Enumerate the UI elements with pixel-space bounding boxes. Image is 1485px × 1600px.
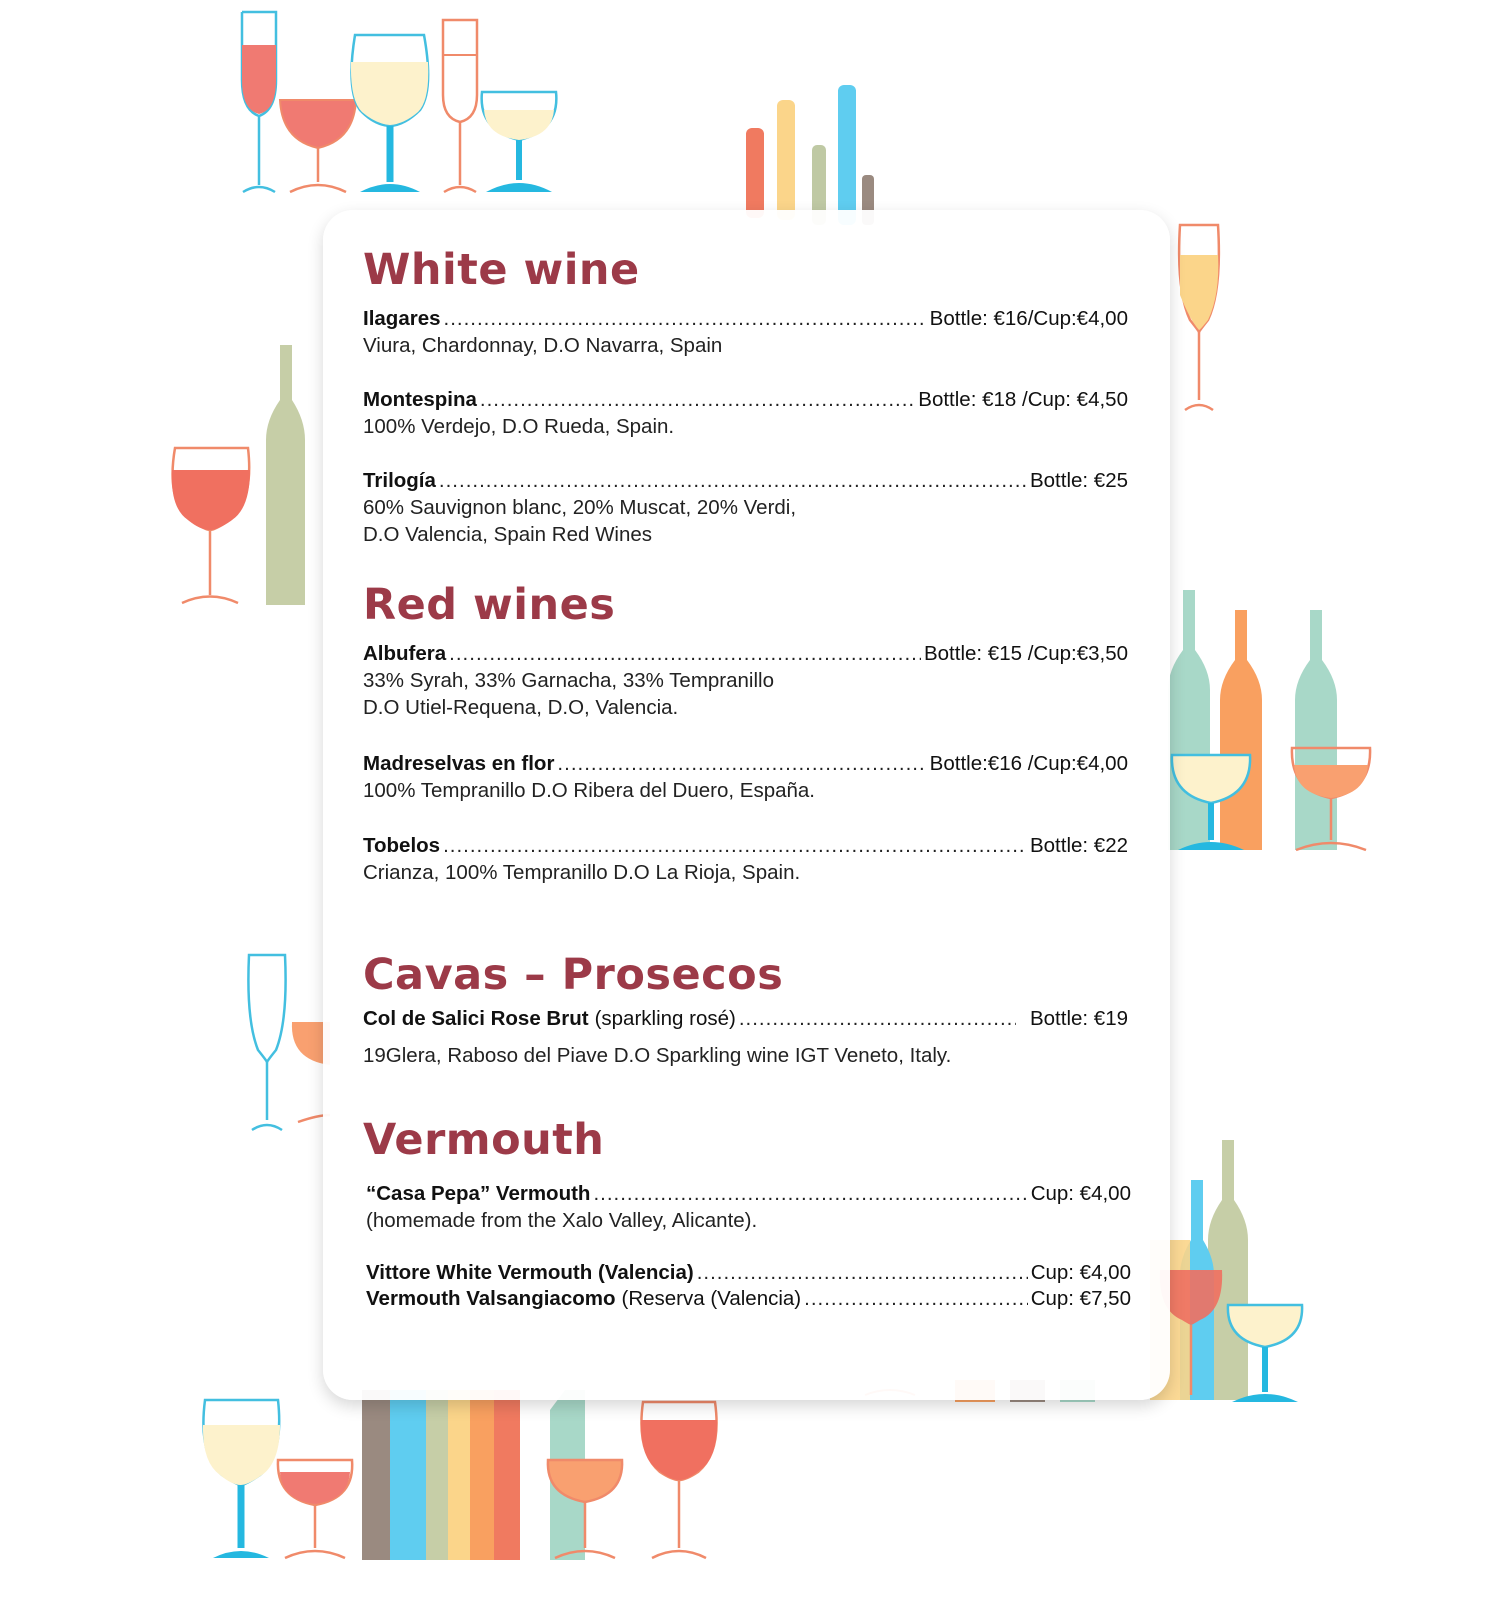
section-title-red-wines: Red wines bbox=[363, 580, 616, 630]
menu-item-tobelos bbox=[363, 832, 1128, 886]
flute-glass-icon bbox=[1179, 225, 1219, 410]
wine-price: Bottle: €22 bbox=[1029, 834, 1128, 857]
dot-leader bbox=[443, 832, 1027, 859]
wine-note: (sparkling rosé) bbox=[594, 1007, 736, 1030]
wine-price: Bottle: €18 /Cup: €4,50 bbox=[918, 388, 1128, 411]
wine-name: Tobelos bbox=[363, 834, 441, 857]
vermouth-name: Vermouth Valsangiacomo bbox=[366, 1287, 616, 1310]
menu-card bbox=[323, 210, 1170, 1400]
wine-price: Bottle:€16 /Cup:€4,00 bbox=[929, 752, 1128, 775]
wine-description: 19Glera, Raboso del Piave D.O Sparkling wine IGT Veneto, Italy. bbox=[363, 1044, 952, 1067]
wine-price: Bottle: €19 bbox=[1029, 1007, 1128, 1030]
wine-description: 33% Syrah, 33% Garnacha, 33% Tempranillo bbox=[363, 669, 774, 692]
dot-leader bbox=[444, 305, 927, 332]
menu-item-madreselvas bbox=[363, 750, 1128, 804]
wine-name: Ilagares bbox=[363, 307, 441, 330]
vermouth-name: “Casa Pepa” Vermouth bbox=[366, 1182, 591, 1205]
vermouth-price: Cup: €7,50 bbox=[1030, 1287, 1131, 1310]
dot-leader bbox=[480, 386, 915, 413]
bottles-icon bbox=[1168, 590, 1337, 850]
dot-leader bbox=[804, 1285, 1028, 1312]
menu-item-trilogia bbox=[363, 467, 1128, 548]
dot-leader bbox=[439, 467, 1027, 494]
bottles-icon bbox=[746, 85, 874, 225]
wine-glass-icon bbox=[351, 35, 428, 192]
vermouth-price: Cup: €4,00 bbox=[1030, 1261, 1131, 1284]
wine-name: Montespina bbox=[363, 388, 477, 411]
wine-description: D.O Utiel-Requena, D.O, Valencia. bbox=[363, 696, 679, 719]
vermouth-description: (homemade from the Xalo Valley, Alicante). bbox=[366, 1209, 758, 1232]
vermouth-price: Cup: €4,00 bbox=[1030, 1182, 1131, 1205]
wine-glass-icon bbox=[172, 448, 250, 603]
wine-description: 100% Verdejo, D.O Rueda, Spain. bbox=[363, 415, 675, 438]
wine-glass-icon bbox=[242, 12, 276, 192]
dot-leader bbox=[697, 1259, 1028, 1286]
wine-name: Madreselvas en flor bbox=[363, 752, 555, 775]
wine-name: Col de Salici Rose Brut bbox=[363, 1007, 589, 1030]
dot-leader bbox=[739, 1005, 1016, 1032]
section-title-vermouth: Vermouth bbox=[363, 1115, 605, 1165]
menu-item-valsangiacomo bbox=[366, 1285, 1131, 1312]
wine-description: D.O Valencia, Spain Red Wines bbox=[363, 523, 653, 546]
menu-item-casa-pepa bbox=[366, 1180, 1131, 1234]
wine-glass-icon bbox=[203, 1400, 280, 1558]
dot-leader bbox=[557, 750, 926, 777]
bottle-icon bbox=[266, 345, 305, 605]
flute-glass-icon bbox=[248, 955, 285, 1130]
vermouth-name: Vittore White Vermouth (Valencia) bbox=[366, 1261, 694, 1284]
wine-price: Bottle: €15 /Cup:€3,50 bbox=[923, 642, 1128, 665]
wine-description: 60% Sauvignon blanc, 20% Muscat, 20% Verdi, bbox=[363, 496, 797, 519]
menu-item-col-de-salici bbox=[363, 1005, 1128, 1069]
wine-price: Bottle: €16/Cup:€4,00 bbox=[929, 307, 1128, 330]
menu-item-ilagares bbox=[363, 305, 1128, 359]
dot-leader bbox=[593, 1180, 1027, 1207]
wine-price: Bottle: €25 bbox=[1029, 469, 1128, 492]
coupe-glass-icon bbox=[280, 100, 356, 192]
wine-description: Viura, Chardonnay, D.O Navarra, Spain bbox=[363, 334, 723, 357]
menu-item-montespina bbox=[363, 386, 1128, 440]
menu-item-albufera bbox=[363, 640, 1128, 721]
vermouth-note: (Reserva (Valencia) bbox=[621, 1287, 802, 1310]
wine-glass-icon bbox=[641, 1402, 717, 1558]
flute-glass-icon bbox=[443, 20, 477, 192]
section-title-white-wine: White wine bbox=[363, 245, 640, 295]
section-title-cavas-prosecos: Cavas – Prosecos bbox=[363, 950, 784, 1000]
wine-description: 100% Tempranillo D.O Ribera del Duero, España. bbox=[363, 779, 816, 802]
coupe-glass-icon bbox=[482, 92, 557, 192]
menu-item-vittore bbox=[366, 1259, 1131, 1286]
wine-name: Albufera bbox=[363, 642, 447, 665]
coupe-glass-icon bbox=[278, 1460, 352, 1558]
wine-description: Crianza, 100% Tempranillo D.O La Rioja, Spain. bbox=[363, 861, 801, 884]
dot-leader bbox=[449, 640, 921, 667]
wine-name: Trilogía bbox=[363, 469, 436, 492]
